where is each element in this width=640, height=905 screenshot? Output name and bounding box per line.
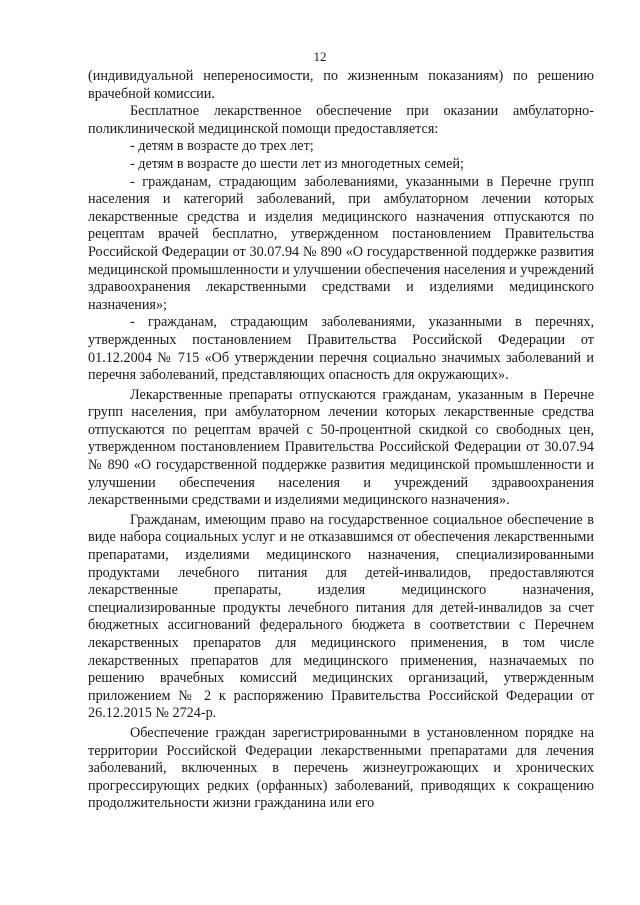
paragraph-3: Лекарственные препараты отпускаются гражданам, указанным в Перечне групп населения, при амбулаторном лечении которых лекарственные средства отпускаются по рецептам врачей с 50-процентной скидкой со свободных цен, утвержденном постановлением Правительства Российской Федерации от 30.07.94 № 890 «О государственной поддержке развития медицинской промышленности и улучшении обеспечения населения и учреждений здравоохранения лекарственными средствами и изделиями медицинского назначения». [88, 386, 594, 509]
paragraph-2: Бесплатное лекарственное обеспечение при оказании амбулаторно-поликлинической медицинской помощи предоставляется: [88, 103, 594, 137]
paragraph-1: (индивидуальной непереносимости, по жизненным показаниям) по решению врачебной комиссии. [88, 68, 594, 102]
page-number: 12 [313, 49, 327, 64]
list-item-4: - гражданам, страдающим заболеваниями, указанными в перечнях, утвержденных постановлением Правительства Российской Федерации от 01.12.2004 № 715 «Об утверждении перечня социально значимых заболеваний и перечня заболеваний, представляющих опасность для окружающих». [88, 314, 594, 384]
paragraph-5: Обеспечение граждан зарегистрированными в установленном порядке на территории Российской Федерации лекарственными препаратами для лечения заболеваний, включенных в перечень жизнеугрожающих и хронических прогрессирующих редких (орфанных) заболеваний, приводящих к сокращению продолжительности жизни гражданина или его [88, 724, 594, 812]
list-item-3: - гражданам, страдающим заболеваниями, указанными в Перечне групп населения и категорий заболеваний, при амбулаторном лечении которых лекарственные средства и изделия медицинского назначения отпускаются по рецептам врачей бесплатно, утвержденном постановлением Правительства Российской Федерации от 30.07.94 № 890 «О государственной поддержке развития медицинской промышленности и улучшении обеспечения населения и учреждений здравоохранения лекарственными средствами и изделиями медицинского назначения»; [88, 173, 594, 313]
document-body [88, 68, 594, 813]
list-item-2: - детям в возрасте до шести лет из многодетных семей; [130, 155, 464, 172]
paragraph-4: Гражданам, имеющим право на государственное социальное обеспечение в виде набора социальных услуг и не отказавшимся от обеспечения лекарственными препаратами, изделиями медицинского назначения, специализированными продуктами лечебного питания для детей-инвалидов, предоставляются лекарственные препараты, изделия медицинского назначения, специализированные продукты лечебного питания для детей-инвалидов за счет бюджетных ассигнований федерального бюджета в соответствии с Перечнем лекарственных препаратов для медицинского применения, в том числе лекарственных препаратов для медицинского применения, назначаемых по решению врачебных комиссий медицинских организаций, утвержденным приложением № 2 к распоряжению Правительства Российской Федерации от 26.12.2015 № 2724-р. [88, 511, 594, 722]
list-item-1: - детям в возрасте до трех лет; [130, 138, 314, 155]
